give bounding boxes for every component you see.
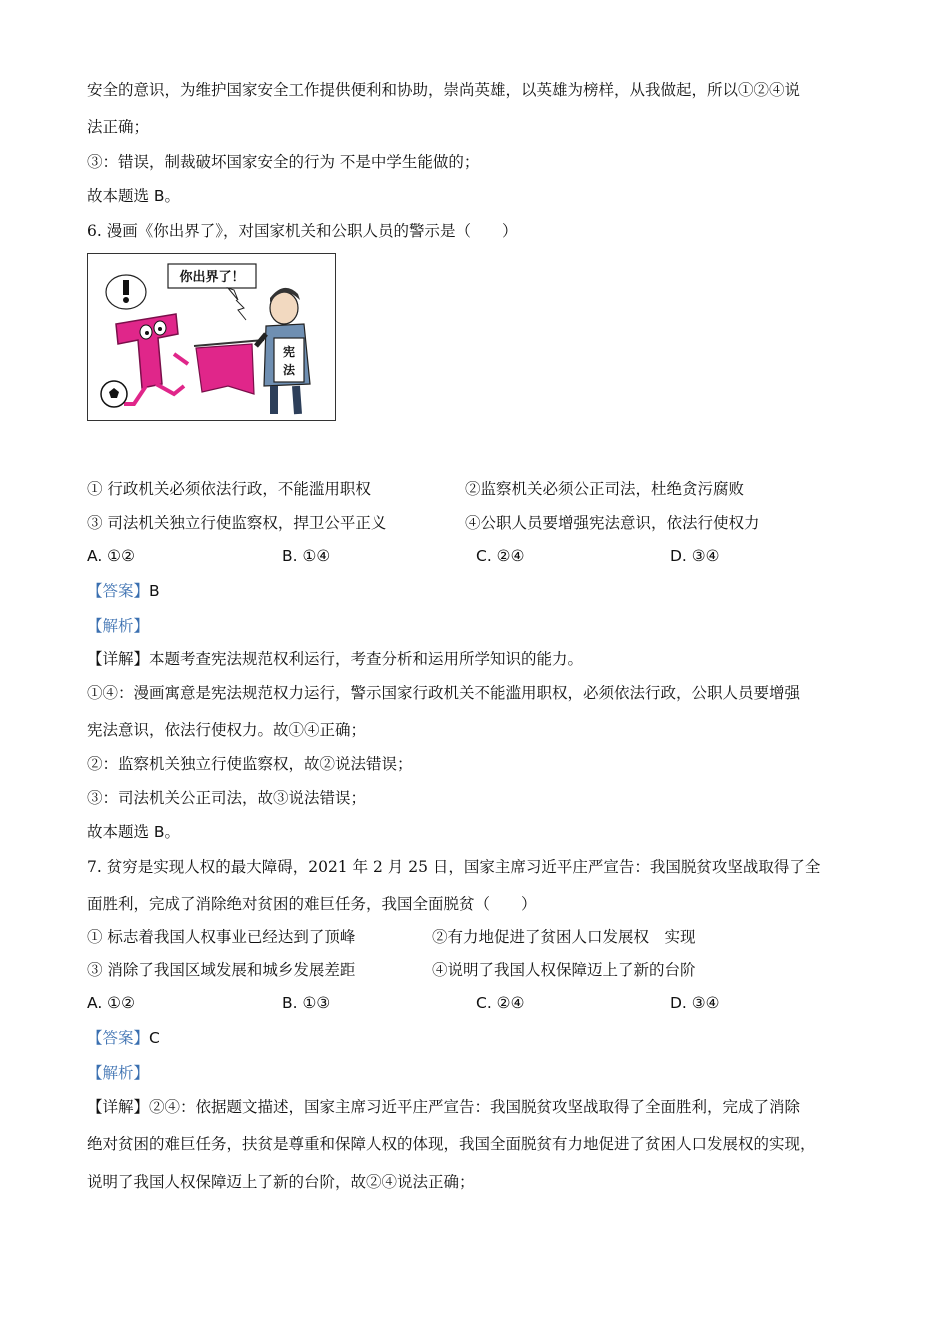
statement-4: ④说明了我国人权保障迈上了新的台阶 — [432, 961, 696, 979]
detail-text: 本题考查宪法规范权利运行，考查分析和运用所学知识的能力。 — [149, 650, 584, 668]
option-c: C. ②④ — [476, 994, 525, 1012]
detail-label: 【详解】 — [87, 650, 150, 668]
statement-3: ③ 司法机关独立行使监察权，捍卫公平正义 — [87, 514, 387, 532]
option-d: D. ③④ — [670, 547, 720, 565]
answer-label: 【答案】 — [87, 582, 150, 600]
statement-2: ②监察机关必须公正司法，杜绝贪污腐败 — [465, 480, 745, 498]
detail-line: 故本题选 B。 — [87, 823, 181, 841]
detail-line: ①④：漫画寓意是宪法规范权力运行，警示国家行政机关不能滥用职权，必须依法行政，公职人员要增强 — [87, 684, 801, 702]
answer-label: 【答案】 — [87, 1029, 150, 1047]
detail-line: ②：监察机关独立行使监察权，故②说法错误； — [87, 755, 413, 773]
answer-line — [87, 584, 160, 600]
text-line: 法正确； — [87, 118, 150, 136]
detail-text: ②④：依据题文描述，国家主席习近平庄严宣告：我国脱贫攻坚战取得了全面胜利，完成了消除 — [149, 1098, 801, 1116]
detail-line: 说明了我国人权保障迈上了新的台阶，故②④说法正确； — [87, 1173, 475, 1191]
option-c: C. ②④ — [476, 547, 525, 565]
statement-1: ① 标志着我国人权事业已经达到了顶峰 — [87, 928, 356, 946]
statement-3: ③ 消除了我国区域发展和城乡发展差距 — [87, 961, 356, 979]
speech-text: 你出界了！ — [179, 270, 245, 285]
detail-line: ③：司法机关公正司法，故③说法错误； — [87, 789, 367, 807]
detail-label: 【详解】 — [87, 1098, 150, 1116]
cartoon-drawing — [88, 254, 335, 420]
statement-4: ④公职人员要增强宪法意识，依法行使权力 — [465, 514, 760, 532]
answer-line — [87, 1031, 160, 1047]
question-6-stem: 6. 漫画《你出界了》，对国家机关和公职人员的警示是（ ） — [87, 222, 518, 240]
sign-char-2: 法 — [282, 363, 296, 377]
statement-1: ① 行政机关必须依法行政，不能滥用职权 — [87, 480, 371, 498]
answer-value: B — [149, 582, 160, 600]
detail-line: 绝对贫困的难巨任务，扶贫是尊重和保障人权的体现，我国全面脱贫有力地促进了贫困人口发展权的实现， — [87, 1135, 816, 1153]
sign-char-1: 宪 — [282, 345, 296, 359]
text-line: 故本题选 B。 — [87, 187, 181, 205]
text-line: 安全的意识，为维护国家安全工作提供便利和协助，崇尚英雄，以英雄为榜样，从我做起，所以①②④说 — [87, 81, 801, 99]
option-a: A. ①② — [87, 547, 135, 565]
option-a: A. ①② — [87, 994, 135, 1012]
analysis-label: 【解析】 — [87, 617, 150, 635]
cartoon-image — [87, 253, 336, 421]
option-b: B. ①③ — [282, 994, 331, 1012]
detail-line — [87, 1100, 800, 1116]
question-7-stem: 面胜利，完成了消除绝对贫困的难巨任务，我国全面脱贫（ ） — [87, 895, 537, 913]
detail-line: 宪法意识，依法行使权力。故①④正确； — [87, 721, 367, 739]
statement-2: ②有力地促进了贫困人口发展权 实现 — [432, 928, 696, 946]
question-7-stem: 7. 贫穷是实现人权的最大障碍，2021 年 2 月 25 日，国家主席习近平庄严宣告：我国脱贫攻坚战取得了全 — [87, 858, 821, 876]
option-d: D. ③④ — [670, 994, 720, 1012]
option-b: B. ①④ — [282, 547, 331, 565]
text-line: ③：错误，制裁破坏国家安全的行为 不是中学生能做的； — [87, 153, 480, 171]
detail-line — [87, 652, 583, 668]
answer-value: C — [149, 1029, 160, 1047]
analysis-label: 【解析】 — [87, 1064, 150, 1082]
